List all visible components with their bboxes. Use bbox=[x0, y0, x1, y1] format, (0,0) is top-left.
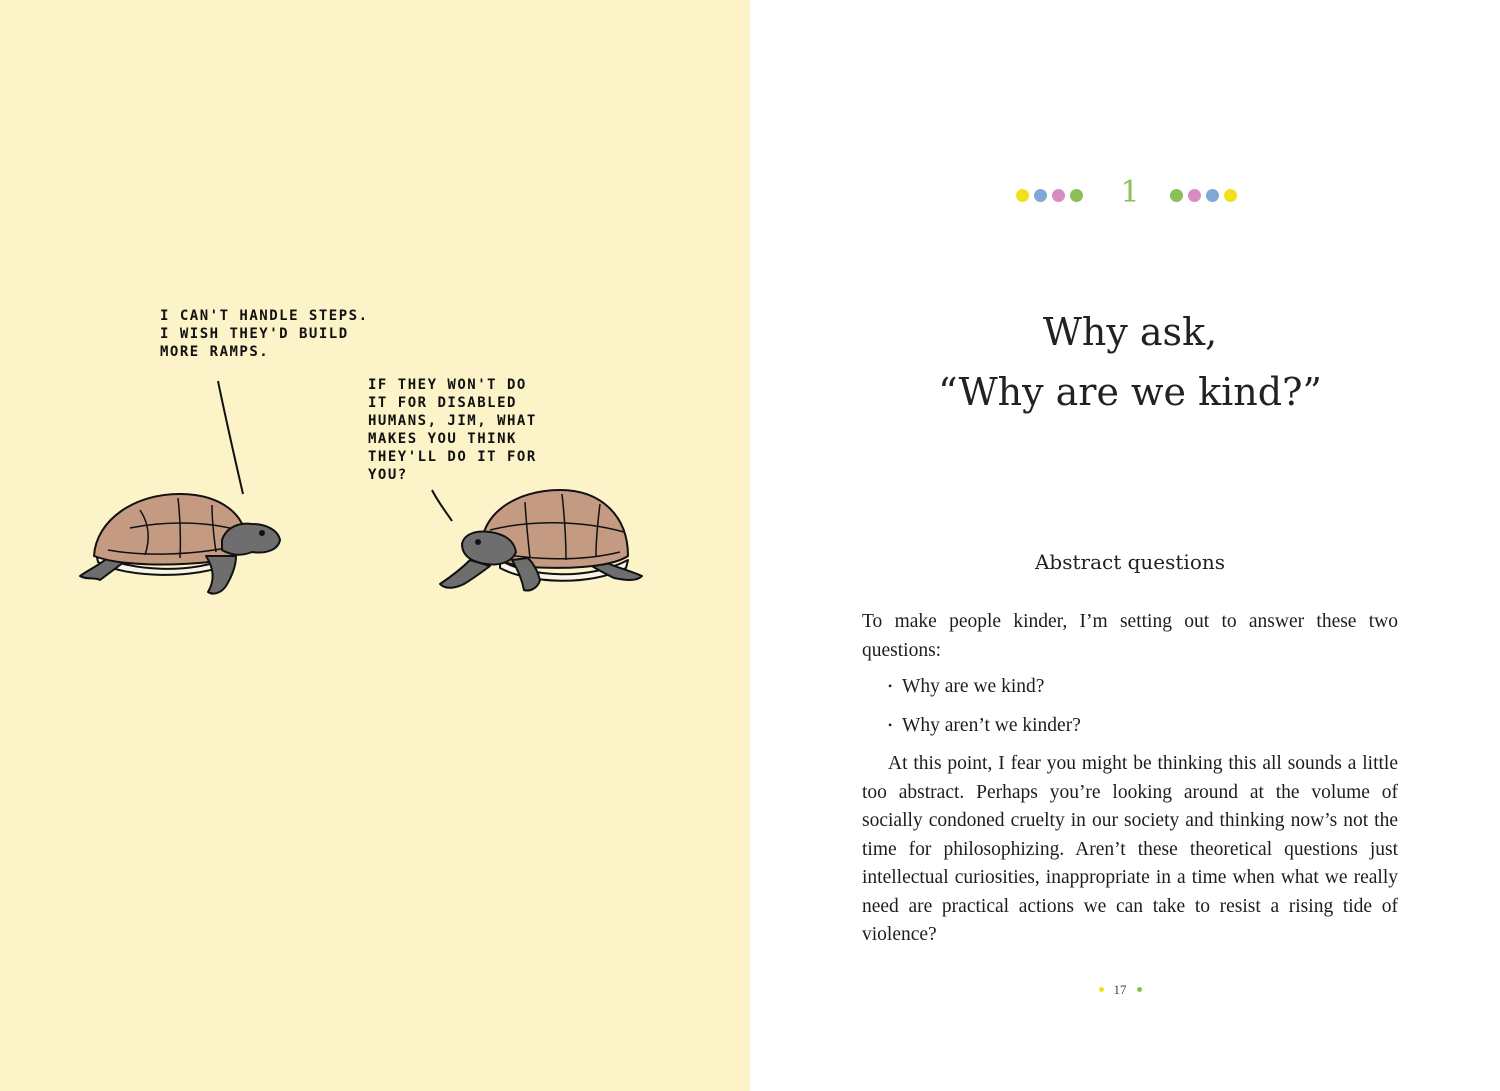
section-heading: Abstract questions bbox=[1034, 550, 1226, 574]
speech-line: I CAN'T HANDLE STEPS. bbox=[160, 308, 369, 324]
decorative-dot bbox=[1099, 987, 1104, 992]
decorative-dot bbox=[1188, 189, 1201, 202]
decorative-dot bbox=[1137, 987, 1142, 992]
decorative-dot bbox=[1224, 189, 1237, 202]
turtle-head bbox=[222, 524, 280, 555]
chapter-marker bbox=[1010, 170, 1250, 220]
speech-line: I WISH THEY'D BUILD bbox=[160, 326, 349, 342]
question-list bbox=[888, 673, 1398, 741]
chapter-number: 1 bbox=[1120, 175, 1140, 210]
turtle-leg bbox=[206, 556, 236, 594]
chapter-title-line: Why ask, bbox=[1042, 310, 1218, 354]
decorative-dot bbox=[1016, 189, 1029, 202]
turtle-left bbox=[80, 494, 280, 594]
decorative-dot bbox=[1034, 189, 1047, 202]
list-item bbox=[888, 712, 1398, 742]
list-item-text: Why aren’t we kinder? bbox=[902, 714, 1081, 736]
list-item bbox=[888, 673, 1398, 703]
turtle-leg bbox=[440, 560, 490, 588]
speech-line: IF THEY WON'T DO bbox=[368, 377, 527, 393]
speech-tail-2 bbox=[432, 490, 452, 521]
body-paragraph: At this point, I fear you might be thinking this all sounds a little too abstract. Perhaps you’re looking around at the volume of socially condoned cruelty in our society and thinking now’s not the time for philosophizing. Aren’t these theoretical questions just intellectual curiosities, inappropriate in a time when what we really need are practical actions we can take to resist a rising tide of violence? bbox=[862, 753, 1398, 945]
turtle-eye bbox=[260, 531, 264, 535]
speech-line: HUMANS, JIM, WHAT bbox=[368, 413, 537, 429]
turtle-right bbox=[440, 490, 642, 591]
decorative-dot bbox=[1170, 189, 1183, 202]
speech-line: YOU? bbox=[368, 467, 408, 483]
decorative-dot bbox=[1052, 189, 1065, 202]
speech-tail-1 bbox=[218, 381, 243, 494]
decorative-dot bbox=[1206, 189, 1219, 202]
page-number: 17 bbox=[1113, 982, 1127, 997]
speech-line: MAKES YOU THINK bbox=[368, 431, 517, 447]
page-folio bbox=[1095, 982, 1145, 1002]
speech-line: THEY'LL DO IT FOR bbox=[368, 449, 537, 465]
turtle-eye bbox=[476, 540, 480, 544]
body-text bbox=[862, 608, 1398, 950]
chapter-title bbox=[860, 302, 1400, 422]
speech-line: MORE RAMPS. bbox=[160, 344, 270, 360]
list-item-text: Why are we kind? bbox=[902, 676, 1045, 697]
chapter-title-line: “Why are we kind?” bbox=[938, 370, 1322, 414]
speech-line: IT FOR DISABLED bbox=[368, 395, 517, 411]
decorative-dot bbox=[1070, 189, 1083, 202]
intro-paragraph: To make people kinder, I’m setting out to answer these two questions: bbox=[862, 611, 1398, 661]
